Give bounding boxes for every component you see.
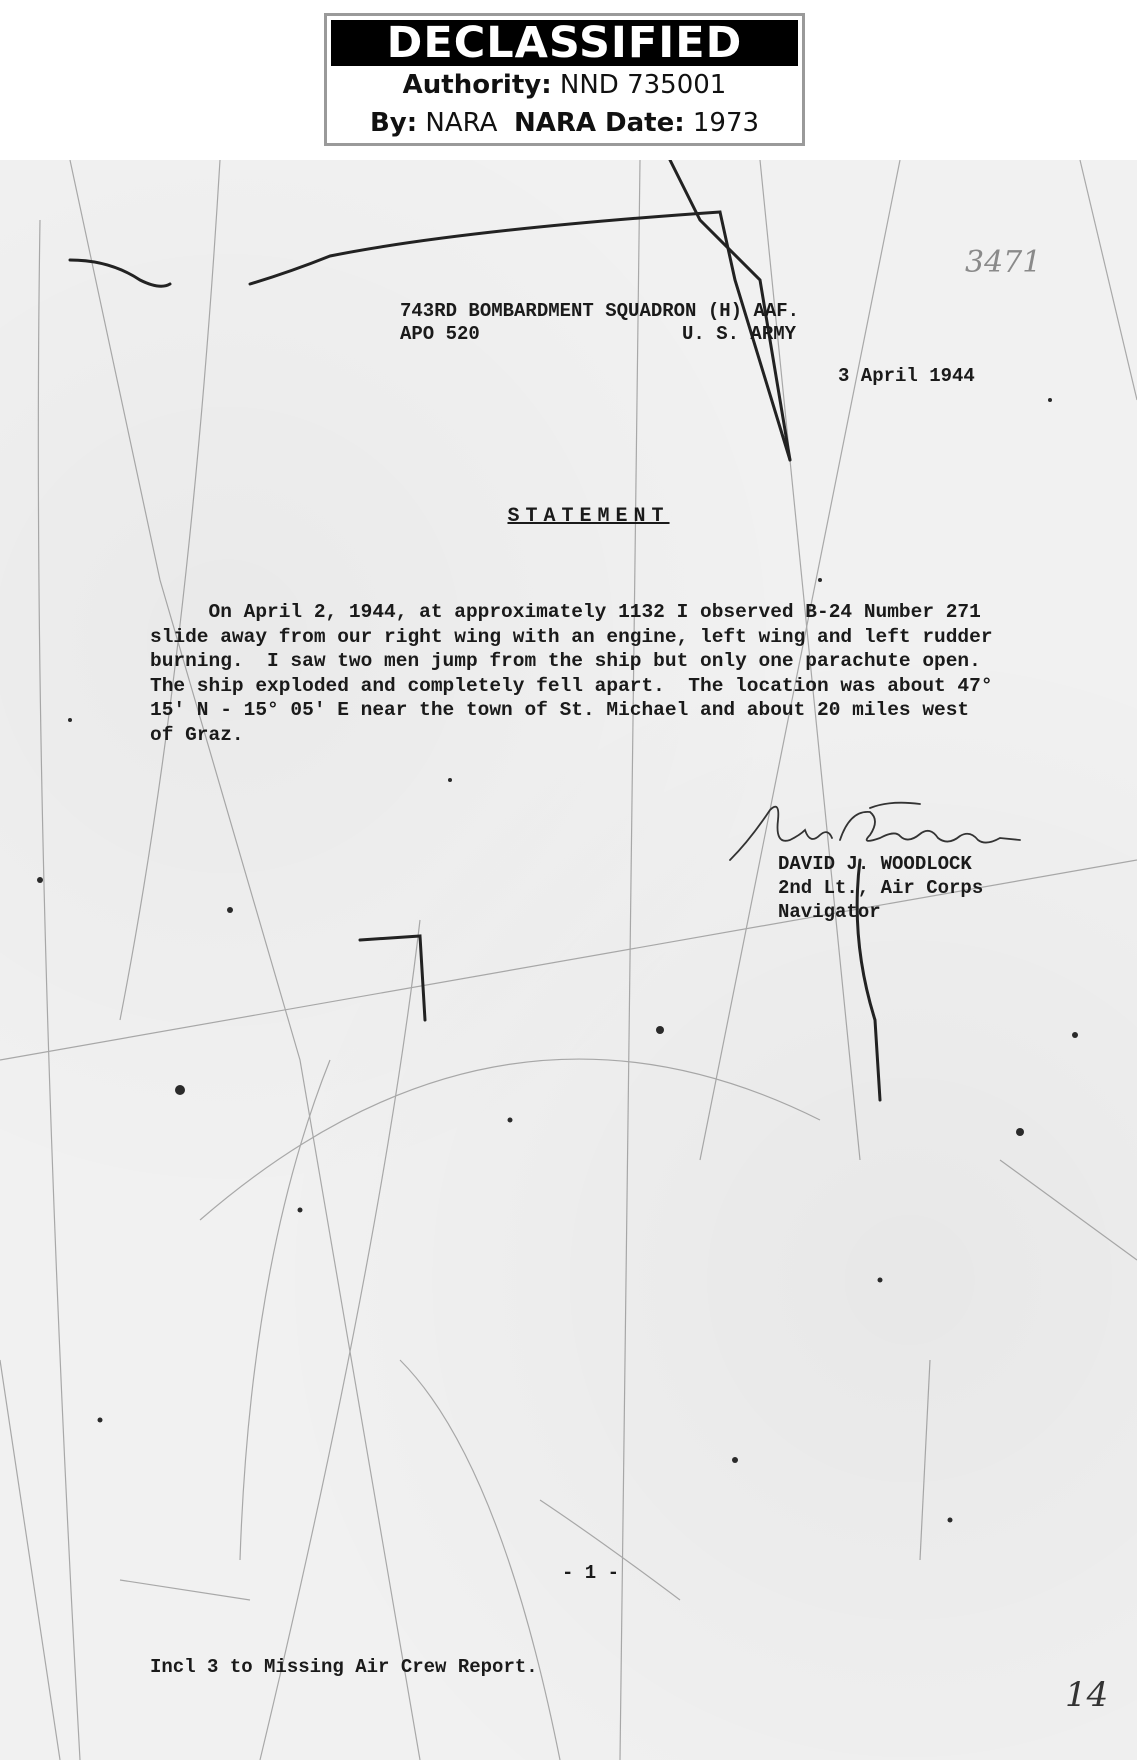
page-number: - 1 - xyxy=(562,1562,620,1584)
signer-rank: 2nd Lt., Air Corps xyxy=(778,877,984,899)
stamp-date-value: 1973 xyxy=(692,108,760,138)
stamp-authority-value: NND 735001 xyxy=(559,70,727,100)
unit-heading: 743RD BOMBARDMENT SQUADRON (H) AAF. xyxy=(400,300,800,322)
stamp-by-value: NARA xyxy=(425,108,498,138)
stamp-by-label: By: xyxy=(369,108,418,138)
stamp-authority-label: Authority: xyxy=(402,70,552,100)
signer-name: DAVID J. WOODLOCK xyxy=(778,853,972,875)
body-line: The ship exploded and completely fell apart. The location was about 47° xyxy=(150,674,993,697)
body-line: burning. I saw two men jump from the ship but only one parachute open. xyxy=(150,650,981,672)
body-line: 15' N - 15° 05' E near the town of St. Michael and about 20 miles west xyxy=(150,699,970,721)
statement-title: STATEMENT xyxy=(507,505,670,528)
statement-body xyxy=(150,600,1020,747)
corner-page-number: 14 xyxy=(1065,1675,1109,1715)
army-line: U. S. ARMY xyxy=(682,323,797,345)
document-date: 3 April 1944 xyxy=(838,365,975,387)
scan-scratches xyxy=(0,160,1137,1760)
body-line: of Graz. xyxy=(150,723,244,746)
declassified-stamp xyxy=(324,13,805,146)
apo-line: APO 520 xyxy=(400,323,480,345)
stamp-title: DECLASSIFIED xyxy=(331,20,798,66)
page-reference-number: 3471 xyxy=(965,245,1042,280)
body-line: slide away from our right wing with an engine, left wing and left rudder xyxy=(150,625,993,648)
enclosure-footer: Incl 3 to Missing Air Crew Report. xyxy=(150,1656,538,1678)
stamp-date-label: NARA Date: xyxy=(513,108,685,138)
signer-role: Navigator xyxy=(778,901,881,923)
stamp-authority-line xyxy=(327,70,802,100)
body-line: On April 2, 1944, at approximately 1132 I observed B-24 Number 271 xyxy=(150,601,981,623)
scanned-document xyxy=(0,160,1137,1760)
stamp-by-line xyxy=(327,108,802,138)
